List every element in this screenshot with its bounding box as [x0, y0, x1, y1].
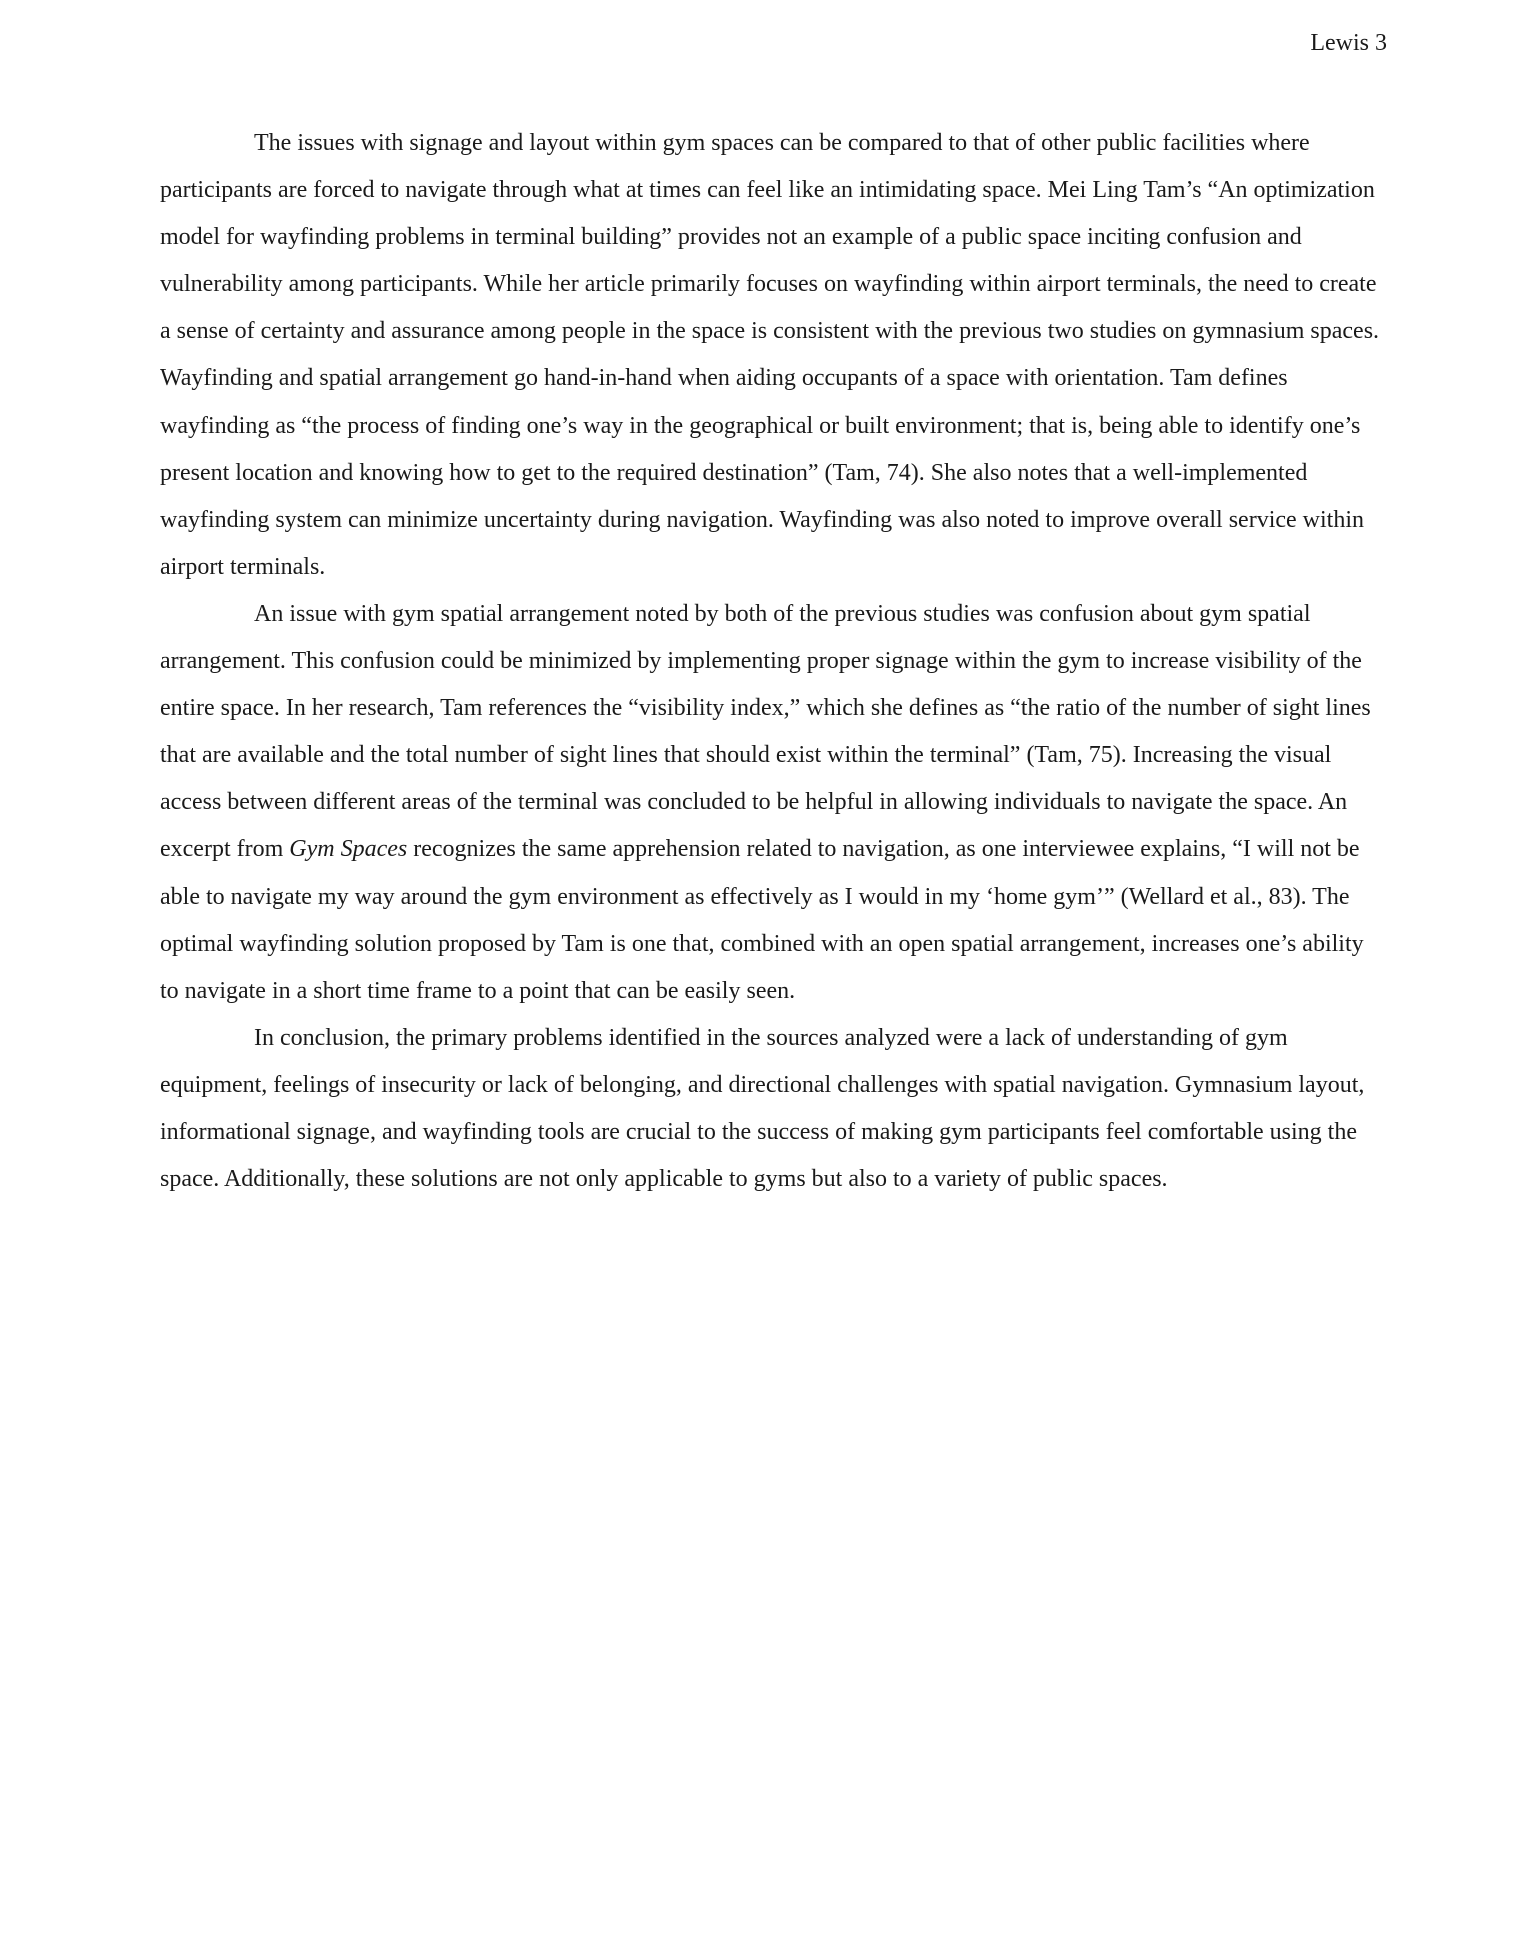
running-head-page-number: Lewis 3	[1310, 30, 1387, 56]
body-text	[160, 120, 1385, 1203]
paragraph-2-text-after-title: recognizes the same apprehension related to navigation, as one interviewee explains, “I will not be able to navigate my way around the gym environment as effectively as I would in my ‘home gym’” (Wellard et al., 83). The optimal wayfinding solution proposed by Tam is one that, combined with an open spatial arrangement, increases one’s ability to navigate in a short time frame to a point that can be easily seen.	[160, 836, 1364, 1004]
paragraph-1: The issues with signage and layout within gym spaces can be compared to that of other public facilities where participants are forced to navigate through what at times can feel like an intimidating space. Mei Ling Tam’s “An optimization model for wayfinding problems in terminal building” provides not an example of a public space inciting confusion and vulnerability among participants. While her article primarily focuses on wayfinding within airport terminals, the need to create a sense of certainty and assurance among people in the space is consistent with the previous two studies on gymnasium spaces. Wayfinding and spatial arrangement go hand-in-hand when aiding occupants of a space with orientation. Tam defines wayfinding as “the process of finding one’s way in the geographical or built environment; that is, being able to identify one’s present location and knowing how to get to the required destination” (Tam, 74). She also notes that a well-implemented wayfinding system can minimize uncertainty during navigation. Wayfinding was also noted to improve overall service within airport terminals.	[160, 130, 1380, 580]
book-title-gym-spaces: Gym Spaces	[289, 836, 408, 863]
paragraph-2	[160, 591, 1385, 1015]
paragraph-2-text-before-title: An issue with gym spatial arrangement noted by both of the previous studies was confusion about gym spatial arrangement. This confusion could be minimized by implementing proper signage within the gym to increase visibility of the entire space. In her research, Tam references the “visibility index,” which she defines as “the ratio of the number of sight lines that are available and the total number of sight lines that should exist within the terminal” (Tam, 75). Increasing the visual access between different areas of the terminal was concluded to be helpful in allowing individuals to navigate the space. An excerpt from	[160, 600, 1371, 863]
paragraph-3: In conclusion, the primary problems identified in the sources analyzed were a lack of understanding of gym equipment, feelings of insecurity or lack of belonging, and directional challenges with spatial navigation. Gymnasium layout, informational signage, and wayfinding tools are crucial to the success of making gym participants feel comfortable using the space. Additionally, these solutions are not only applicable to gyms but also to a variety of public spaces.	[160, 1024, 1365, 1193]
